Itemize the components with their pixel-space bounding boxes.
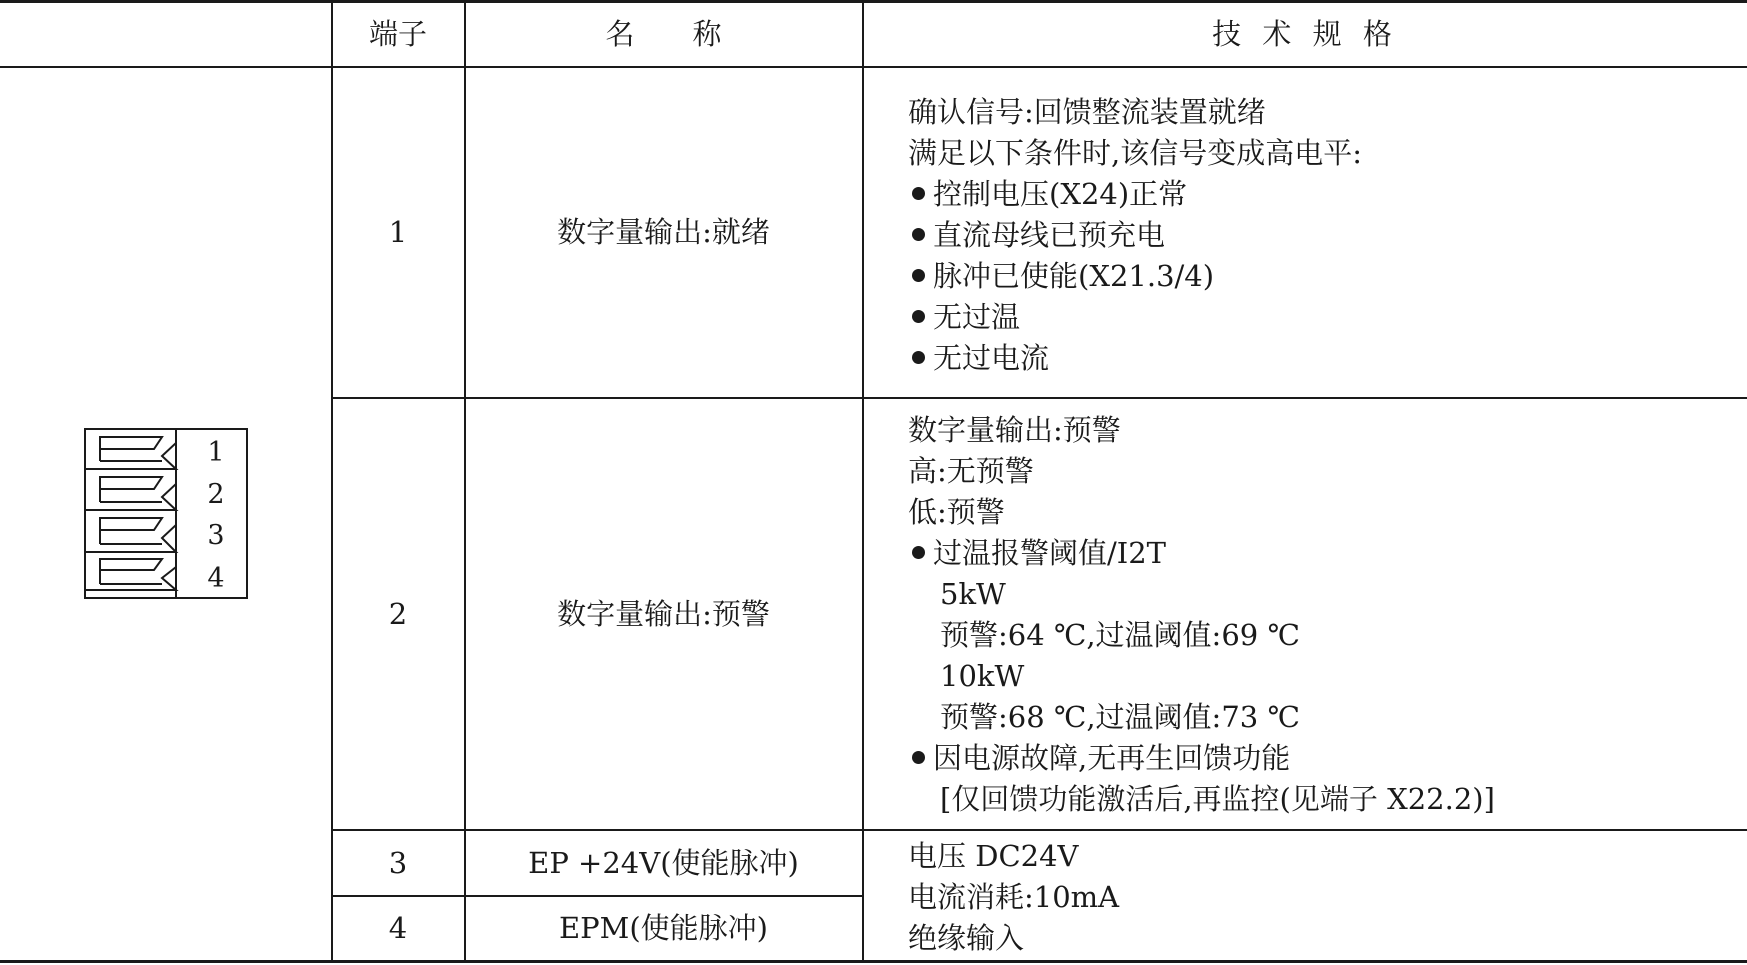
row2-spec xyxy=(908,410,1495,820)
row3-4-spec-line-2: 电流消耗:10mA xyxy=(908,880,1120,914)
row2-spec-line-10: [仅回馈功能激活后,再监控(见端子 X22.2)] xyxy=(940,782,1495,816)
row3-4-spec-line-3: 绝缘输入 xyxy=(908,921,1025,955)
row2-spec-line-2: 高:无预警 xyxy=(908,454,1034,488)
row3-4-spec xyxy=(908,836,1119,959)
row2-spec-line-6: 预警:64 ℃,过温阈值:69 ℃ xyxy=(940,618,1300,652)
row1-spec-line-5: 脉冲已使能(X21.3/4) xyxy=(908,256,1362,297)
terminal-label-3: 3 xyxy=(207,520,225,551)
terminal-block-icon xyxy=(84,428,248,600)
col-divider-3 xyxy=(862,0,864,962)
row2-spec-line-7: 10kW xyxy=(940,659,1025,693)
row2-spec-line-4: 过温报警阈值/I2T xyxy=(908,533,1495,574)
row1-name: 数字量输出:就绪 xyxy=(557,215,770,249)
row1-spec-line-2: 满足以下条件时,该信号变成高电平: xyxy=(908,136,1362,170)
row2-spec-line-8: 预警:68 ℃,过温阈值:73 ℃ xyxy=(940,700,1300,734)
row3-terminal: 3 xyxy=(388,845,408,880)
row3-name: EP +24V(使能脉冲) xyxy=(528,845,799,880)
row1-spec-line-3: 控制电压(X24)正常 xyxy=(908,174,1362,215)
row4-name: EPM(使能脉冲) xyxy=(558,911,768,945)
row3-4-spec-line-1: 电压 DC24V xyxy=(908,839,1079,873)
terminal-label-1: 1 xyxy=(207,437,225,468)
row1-spec-line-4: 直流母线已预充电 xyxy=(908,215,1362,256)
header-bottom-border xyxy=(0,66,1747,68)
row4-terminal: 4 xyxy=(388,911,408,945)
row2-terminal: 2 xyxy=(388,596,408,631)
header-name: 名 称 xyxy=(605,17,722,51)
row1-spec-line-6: 无过温 xyxy=(908,297,1362,338)
row2-spec-line-3: 低:预警 xyxy=(908,495,1005,529)
row2-name: 数字量输出:预警 xyxy=(557,596,770,631)
header-spec: 技 术 规 格 xyxy=(1212,17,1398,51)
row1-terminal: 1 xyxy=(388,215,408,249)
terminal-label-2: 2 xyxy=(207,479,225,510)
header-terminal: 端子 xyxy=(368,17,427,51)
bottom-border xyxy=(0,960,1747,963)
terminal-block-figure xyxy=(84,428,248,604)
terminal-label-4: 4 xyxy=(207,563,225,594)
row1-spec-line-1: 确认信号:回馈整流装置就绪 xyxy=(908,95,1266,129)
row2-spec-line-9: 因电源故障,无再生回馈功能 xyxy=(908,738,1495,779)
row2-spec-line-5: 5kW xyxy=(940,577,1006,611)
row1-spec-line-7: 无过电流 xyxy=(908,338,1362,379)
row2-spec-line-1: 数字量输出:预警 xyxy=(908,413,1121,447)
row1-spec xyxy=(908,92,1362,379)
